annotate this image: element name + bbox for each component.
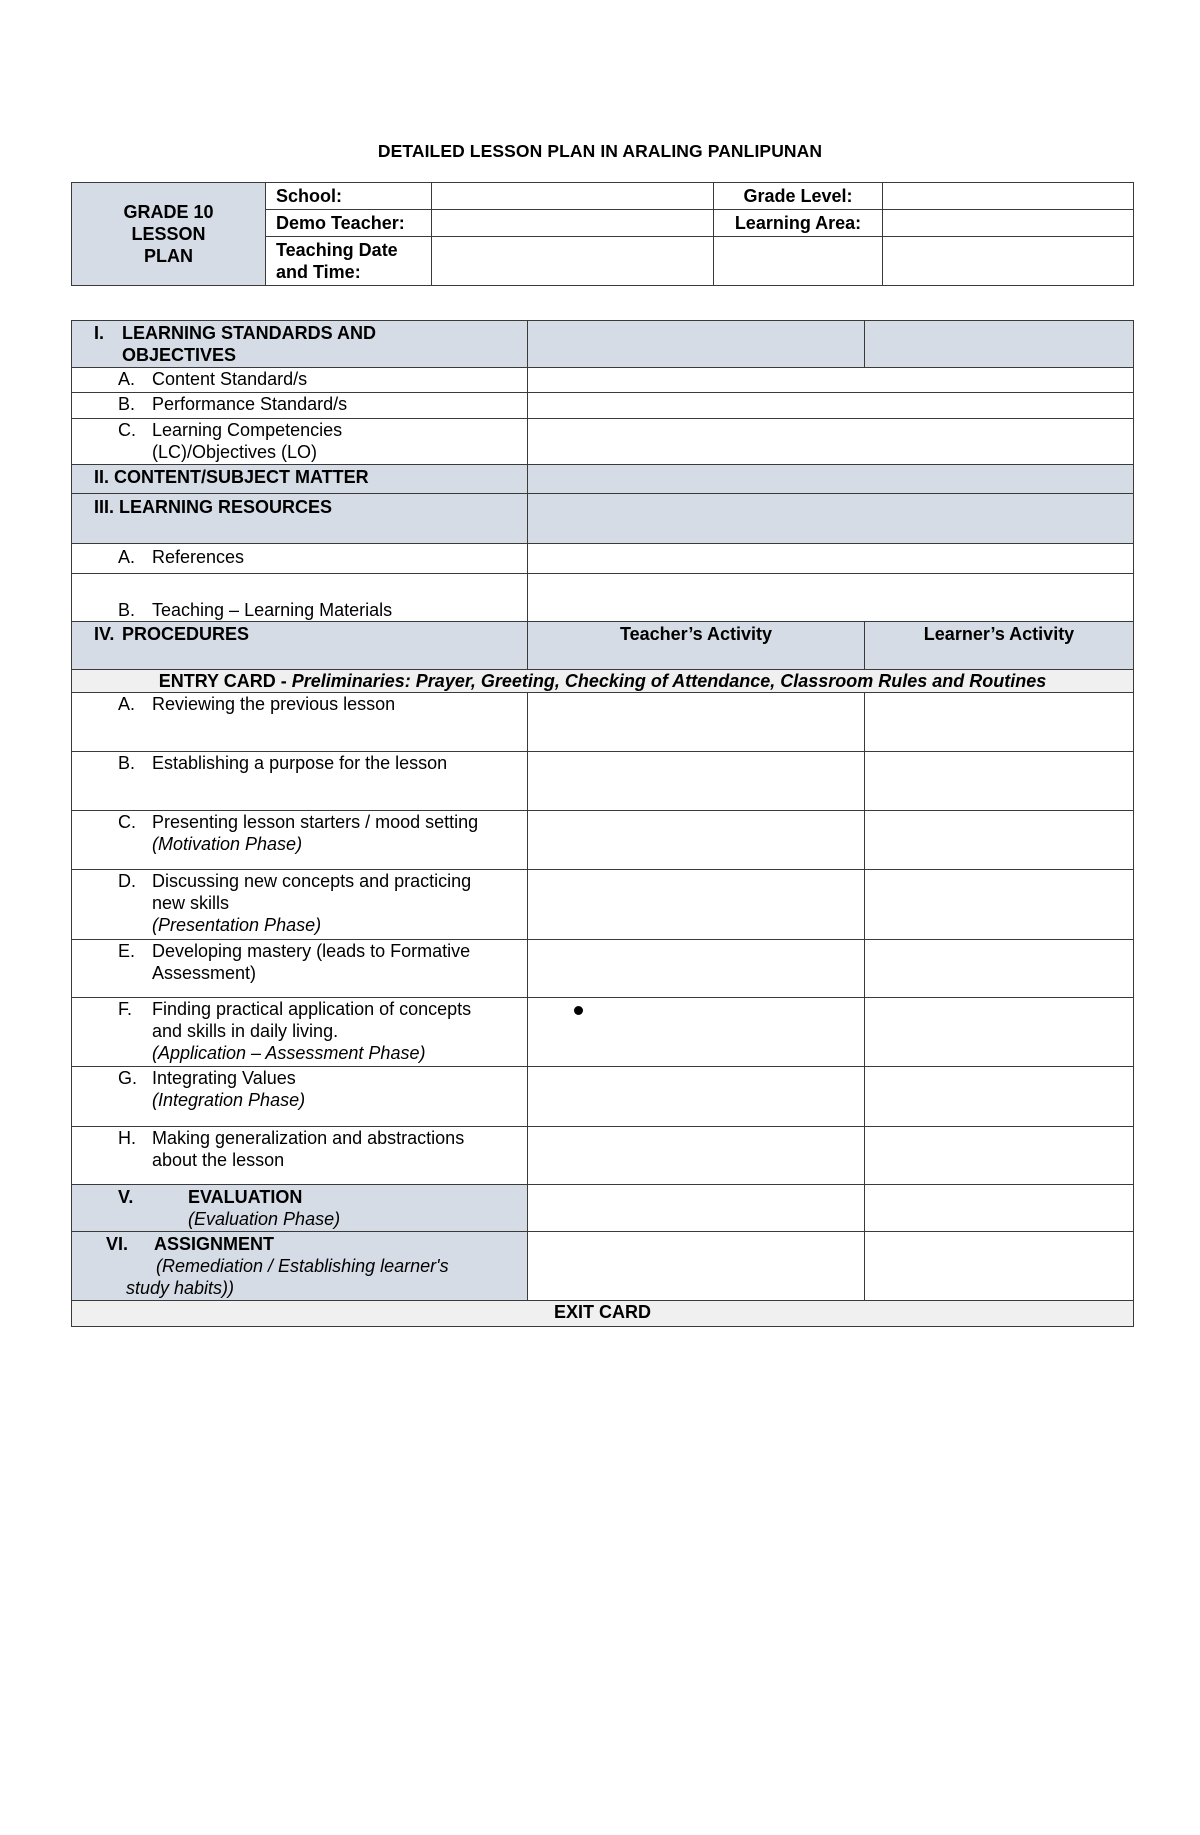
blank-cell[interactable] — [714, 237, 883, 286]
grade-lesson-plan-cell — [72, 183, 266, 286]
grade-label-line3: PLAN — [144, 246, 193, 266]
teaching-date-field[interactable] — [432, 237, 714, 286]
procedure-row-a — [72, 693, 528, 752]
item-phase: (Presentation Phase) — [152, 915, 322, 935]
section-number: I. — [94, 323, 105, 343]
teacher-activity-cell[interactable] — [528, 1067, 865, 1127]
exit-card-row: EXIT CARD — [72, 1301, 1134, 1327]
learner-activity-cell[interactable] — [865, 811, 1134, 870]
blank-cell — [528, 321, 865, 368]
item-letter: A. — [118, 369, 136, 389]
item-letter: A. — [118, 547, 136, 567]
grade-label-line2: LESSON — [131, 224, 206, 244]
section-assignment — [72, 1232, 528, 1301]
learner-activity-cell[interactable] — [865, 752, 1134, 811]
item-text: Content Standard/s — [152, 369, 308, 389]
learning-area-field[interactable] — [883, 210, 1134, 237]
learner-activity-header: Learner’s Activity — [865, 622, 1134, 670]
performance-standards-row — [72, 393, 528, 419]
lesson-plan-table — [71, 320, 1134, 1327]
teaching-date-label — [266, 237, 432, 286]
section-title: LEARNING STANDARDS AND — [122, 323, 376, 343]
item-letter: B. — [118, 600, 136, 620]
item-letter: F. — [118, 999, 133, 1019]
teacher-activity-cell[interactable] — [528, 1232, 865, 1301]
teacher-activity-cell[interactable] — [528, 940, 865, 998]
section-title: PROCEDURES — [122, 624, 250, 644]
section-title: EVALUATION — [188, 1187, 303, 1207]
entry-card-label: ENTRY CARD - — [158, 671, 292, 691]
item-text: Presenting lesson starters / mood setting — [152, 812, 479, 832]
learner-activity-cell[interactable] — [865, 998, 1134, 1067]
item-text: and skills in daily living. — [152, 1021, 339, 1041]
content-standards-field[interactable] — [528, 368, 1134, 393]
lesson-header-table — [71, 182, 1134, 286]
teaching-date-line1: Teaching Date — [276, 240, 398, 260]
references-field[interactable] — [528, 544, 1134, 574]
section-number: VI. — [106, 1234, 129, 1254]
grade-level-field[interactable] — [883, 183, 1134, 210]
learning-area-label: Learning Area: — [714, 210, 883, 237]
learner-activity-cell[interactable] — [865, 693, 1134, 752]
item-text: Finding practical application of concepts — [152, 999, 472, 1019]
item-text: References — [152, 547, 245, 567]
teacher-activity-cell[interactable] — [528, 998, 865, 1067]
section-number: IV. — [94, 624, 115, 644]
teacher-activity-cell[interactable] — [528, 1127, 865, 1185]
item-text: Teaching – Learning Materials — [152, 600, 393, 620]
item-text: (LC)/Objectives (LO) — [152, 442, 318, 462]
section-content-subject-matter: II. CONTENT/SUBJECT MATTER — [72, 465, 528, 494]
grade-label-line1: GRADE 10 — [123, 202, 214, 222]
performance-standards-field[interactable] — [528, 393, 1134, 419]
procedure-row-f — [72, 998, 528, 1067]
teacher-activity-cell[interactable] — [528, 1185, 865, 1232]
section-phase-cont: study habits)) — [126, 1278, 235, 1298]
school-label: School: — [266, 183, 432, 210]
item-text: Performance Standard/s — [152, 394, 348, 414]
section-phase: (Evaluation Phase) — [188, 1209, 341, 1229]
item-letter: C. — [118, 420, 136, 440]
section-number: V. — [118, 1187, 134, 1207]
section-procedures — [72, 622, 528, 670]
learning-competencies-row — [72, 419, 528, 465]
demo-teacher-field[interactable] — [432, 210, 714, 237]
procedure-row-d — [72, 870, 528, 940]
teacher-activity-header: Teacher’s Activity — [528, 622, 865, 670]
grade-level-label: Grade Level: — [714, 183, 883, 210]
section-title-cont: OBJECTIVES — [122, 345, 237, 365]
item-text: Establishing a purpose for the lesson — [152, 753, 448, 773]
blank-cell[interactable] — [883, 237, 1134, 286]
learner-activity-cell[interactable] — [865, 1232, 1134, 1301]
demo-teacher-label: Demo Teacher: — [266, 210, 432, 237]
section-evaluation — [72, 1185, 528, 1232]
teaching-materials-field[interactable] — [528, 574, 1134, 622]
section-learning-standards — [72, 321, 528, 368]
learner-activity-cell[interactable] — [865, 1185, 1134, 1232]
blank-cell — [865, 321, 1134, 368]
item-text: new skills — [152, 893, 230, 913]
teaching-materials-row — [72, 574, 528, 622]
content-standards-row — [72, 368, 528, 393]
item-letter: B. — [118, 753, 136, 773]
item-text: Discussing new concepts and practicing — [152, 871, 472, 891]
learner-activity-cell[interactable] — [865, 940, 1134, 998]
procedure-row-c — [72, 811, 528, 870]
section-phase: (Remediation / Establishing learner's — [156, 1256, 449, 1276]
item-letter: B. — [118, 394, 136, 414]
item-letter: H. — [118, 1128, 136, 1148]
content-subject-matter-field[interactable] — [528, 465, 1134, 494]
learning-competencies-field[interactable] — [528, 419, 1134, 465]
teaching-date-line2: and Time: — [276, 262, 361, 282]
item-phase: (Integration Phase) — [152, 1090, 306, 1110]
item-letter: G. — [118, 1068, 138, 1088]
item-letter: E. — [118, 941, 136, 961]
item-text: Integrating Values — [152, 1068, 296, 1088]
learner-activity-cell[interactable] — [865, 1127, 1134, 1185]
procedure-row-e — [72, 940, 528, 998]
procedure-row-b — [72, 752, 528, 811]
teacher-activity-cell[interactable] — [528, 811, 865, 870]
item-text: about the lesson — [152, 1150, 285, 1170]
school-field[interactable] — [432, 183, 714, 210]
item-phase: (Application – Assessment Phase) — [152, 1043, 426, 1063]
teacher-activity-cell[interactable] — [528, 693, 865, 752]
item-text: Making generalization and abstractions — [152, 1128, 465, 1148]
item-letter: A. — [118, 694, 136, 714]
page-title: DETAILED LESSON PLAN IN ARALING PANLIPUNAN — [377, 141, 823, 161]
item-phase: (Motivation Phase) — [152, 834, 303, 854]
entry-card-preliminaries: Preliminaries: Prayer, Greeting, Checking of Attendance, Classroom Rules and Routines — [291, 671, 1047, 691]
item-text: Learning Competencies — [152, 420, 343, 440]
teacher-activity-cell[interactable] — [528, 752, 865, 811]
learning-resources-field[interactable] — [528, 494, 1134, 544]
references-row — [72, 544, 528, 574]
item-letter: D. — [118, 871, 136, 891]
item-text: Developing mastery (leads to Formative — [152, 941, 471, 961]
item-letter: C. — [118, 812, 136, 832]
learner-activity-cell[interactable] — [865, 1067, 1134, 1127]
item-text: Assessment) — [152, 963, 257, 983]
entry-card-row — [72, 670, 1134, 693]
procedure-row-g — [72, 1067, 528, 1127]
item-text: Reviewing the previous lesson — [152, 694, 396, 714]
learner-activity-cell[interactable] — [865, 870, 1134, 940]
bullet-icon — [574, 1006, 583, 1015]
teacher-activity-cell[interactable] — [528, 870, 865, 940]
section-title: ASSIGNMENT — [154, 1234, 275, 1254]
procedure-row-h — [72, 1127, 528, 1185]
section-learning-resources: III. LEARNING RESOURCES — [72, 494, 528, 544]
